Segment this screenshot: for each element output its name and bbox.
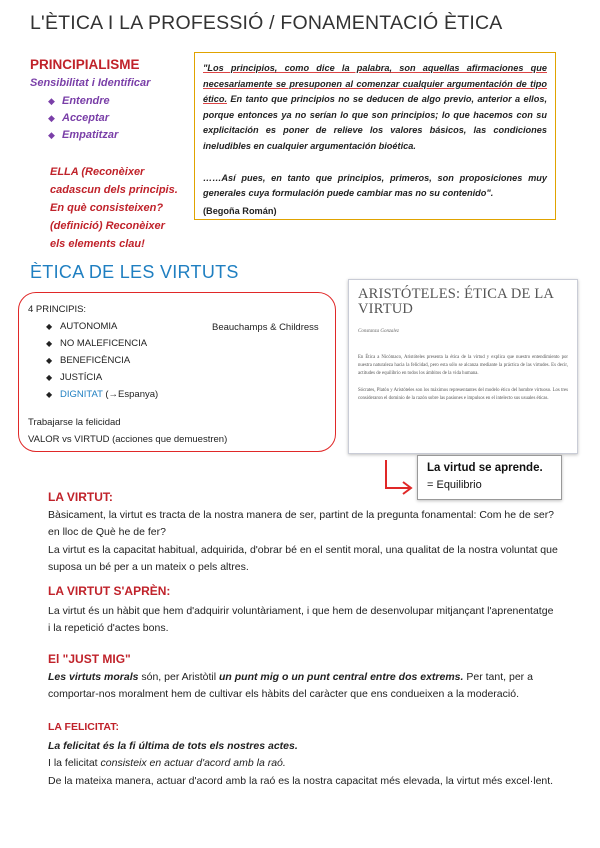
diamond-bullet-icon: ◆ [46,373,53,382]
callout-line-1: La virtud se aprende. [427,462,543,474]
list-item: ◆ Entendre [48,93,118,110]
authors-label: Beauchamps & Childress [212,322,319,333]
aristoteles-paragraph: En Ética a Nicómaco, Aristóteles presenta la ética de la virtud y explica que nuestro entendimiento por nuestra naturaleza hacia la felicidad, pero esta sólo se alcanza mediante la práctica de las virtudes. Es decir, actitudes de equilibrio en todos los ámbitos de la vida humana. [358,355,568,377]
list-item: ◆ Empatitzar [48,127,118,144]
list-item: ◆ AUTONOMIA [46,318,158,335]
felicitat-heading: LA FELICITAT: [48,721,119,733]
quote-box [194,52,556,220]
quote-paragraph: "Los principios, como dice la palabra, son aquellas afirmaciones que necesariamente se presuponen al comenzar cualquier argumentación de tipo ético. En tanto que principios no se deducen de algo previo, anterior a ellos, porque entonces ya no serían lo que son principios; lo que hacemos con su explicitación es poner de relieve los valores básicos, las condiciones ineludibles en cualquier argumentación bioética. [203,63,547,151]
diamond-bullet-icon: ◆ [48,130,55,140]
felicitat-body [48,738,558,790]
virtut-heading: LA VIRTUT: [48,490,113,504]
callout-line-2: = Equilibrio [427,479,482,491]
apren-heading: LA VIRTUT S'APRÈN: [48,584,171,598]
principialisme-list [48,93,118,144]
diamond-bullet-icon: ◆ [46,339,53,348]
apren-body: La virtut és un hàbit que hem d'adquirir voluntàriament, i que hem de desenvolupar mitjançant l'aprenentatge i la repetició d'actes bons. [48,605,554,635]
list-item: ◆ NO MALEFICENCIA [46,335,158,352]
principialisme-subheading: Sensibilitat i Identificar [30,77,151,89]
principis-list [46,318,158,403]
diamond-bullet-icon: ◆ [48,96,55,106]
just-mig-body: Les virtuts morals són, per Aristòtil un punt mig o un punt central entre dos extrems. Per tant, per a comportar-nos moralment hem de cultivar els hàbits del caràcter que ens condueixen a la moderació. [48,671,533,701]
diamond-bullet-icon: ◆ [46,356,53,365]
paragraph: I la felicitat consisteix en actuar d'acord amb la raó. [48,757,286,770]
paragraph: La virtut es la capacitat habitual, adquirida, d'obrar bé en el sentit moral, una qualitat de la nostra voluntat que suposa un bé per a un mateix o pels altres. [48,543,558,573]
paragraph: De la mateixa manera, actuar d'acord amb la raó es la nostra capacitat més elevada, la virtut més excel·lent. [48,774,554,787]
list-item: ◆ JUSTÍCIA [46,369,158,386]
virtud-callout [417,455,562,500]
arrow-icon [380,458,420,498]
list-item: ◆ Acceptar [48,110,118,127]
aristoteles-paragraph-2: Sócrates, Platón y Aristóteles son los máximos representantes del modelo ético del hombre virtuoso. Los tres consideraron el dominio de la razón sobre las pasiones e impulsos en el intelecto sus usuales éticas. [358,387,568,401]
paragraph: La felicitat és la fi última de tots els nostres actes. [48,740,298,752]
just-mig-heading: El "JUST MIG" [48,652,131,666]
paragraph: Bàsicament, la virtut es tracta de la nostra manera de ser, partint de la pregunta fonamental: Com he de ser? en lloc de Què he de fer? [48,509,555,539]
valor-text: VALOR vs VIRTUD (acciones que demuestren) [28,434,228,445]
principialisme-heading: PRINCIPIALISME [30,57,140,72]
principis-heading: 4 PRINCIPIS: [28,304,87,315]
virtut-body [48,507,558,576]
page-title: L'ÈTICA I LA PROFESSIÓ / FONAMENTACIÓ ÈTICA [30,12,503,34]
virtuts-heading: ÈTICA DE LES VIRTUTS [30,262,239,282]
trabajar-text: Trabajarse la felicidad [28,417,121,428]
quote-paragraph-2: ……Así pues, en tanto que principios, primeros, son proposiciones muy generales cuya formulación puede cambiar mas no su contenido". [203,172,547,199]
ella-note: ELLA (Reconèixer cadascun dels principis. En què consisteixen? (definició) Reconèixer els elements clau! [50,166,178,250]
list-item: ◆ BENEFICÈNCIA [46,352,158,369]
aristoteles-title: ARISTÓTELES: ÉTICA DE LA VIRTUD [358,286,554,317]
diamond-bullet-icon: ◆ [46,390,53,399]
quote-author: (Begoña Román) [203,205,277,216]
aristoteles-excerpt [348,279,578,454]
list-item: ◆ DIGNITAT (→Espanya) [46,386,158,403]
diamond-bullet-icon: ◆ [46,322,53,331]
aristoteles-author: Constanza Gonzalez [358,329,399,334]
diamond-bullet-icon: ◆ [48,113,55,123]
